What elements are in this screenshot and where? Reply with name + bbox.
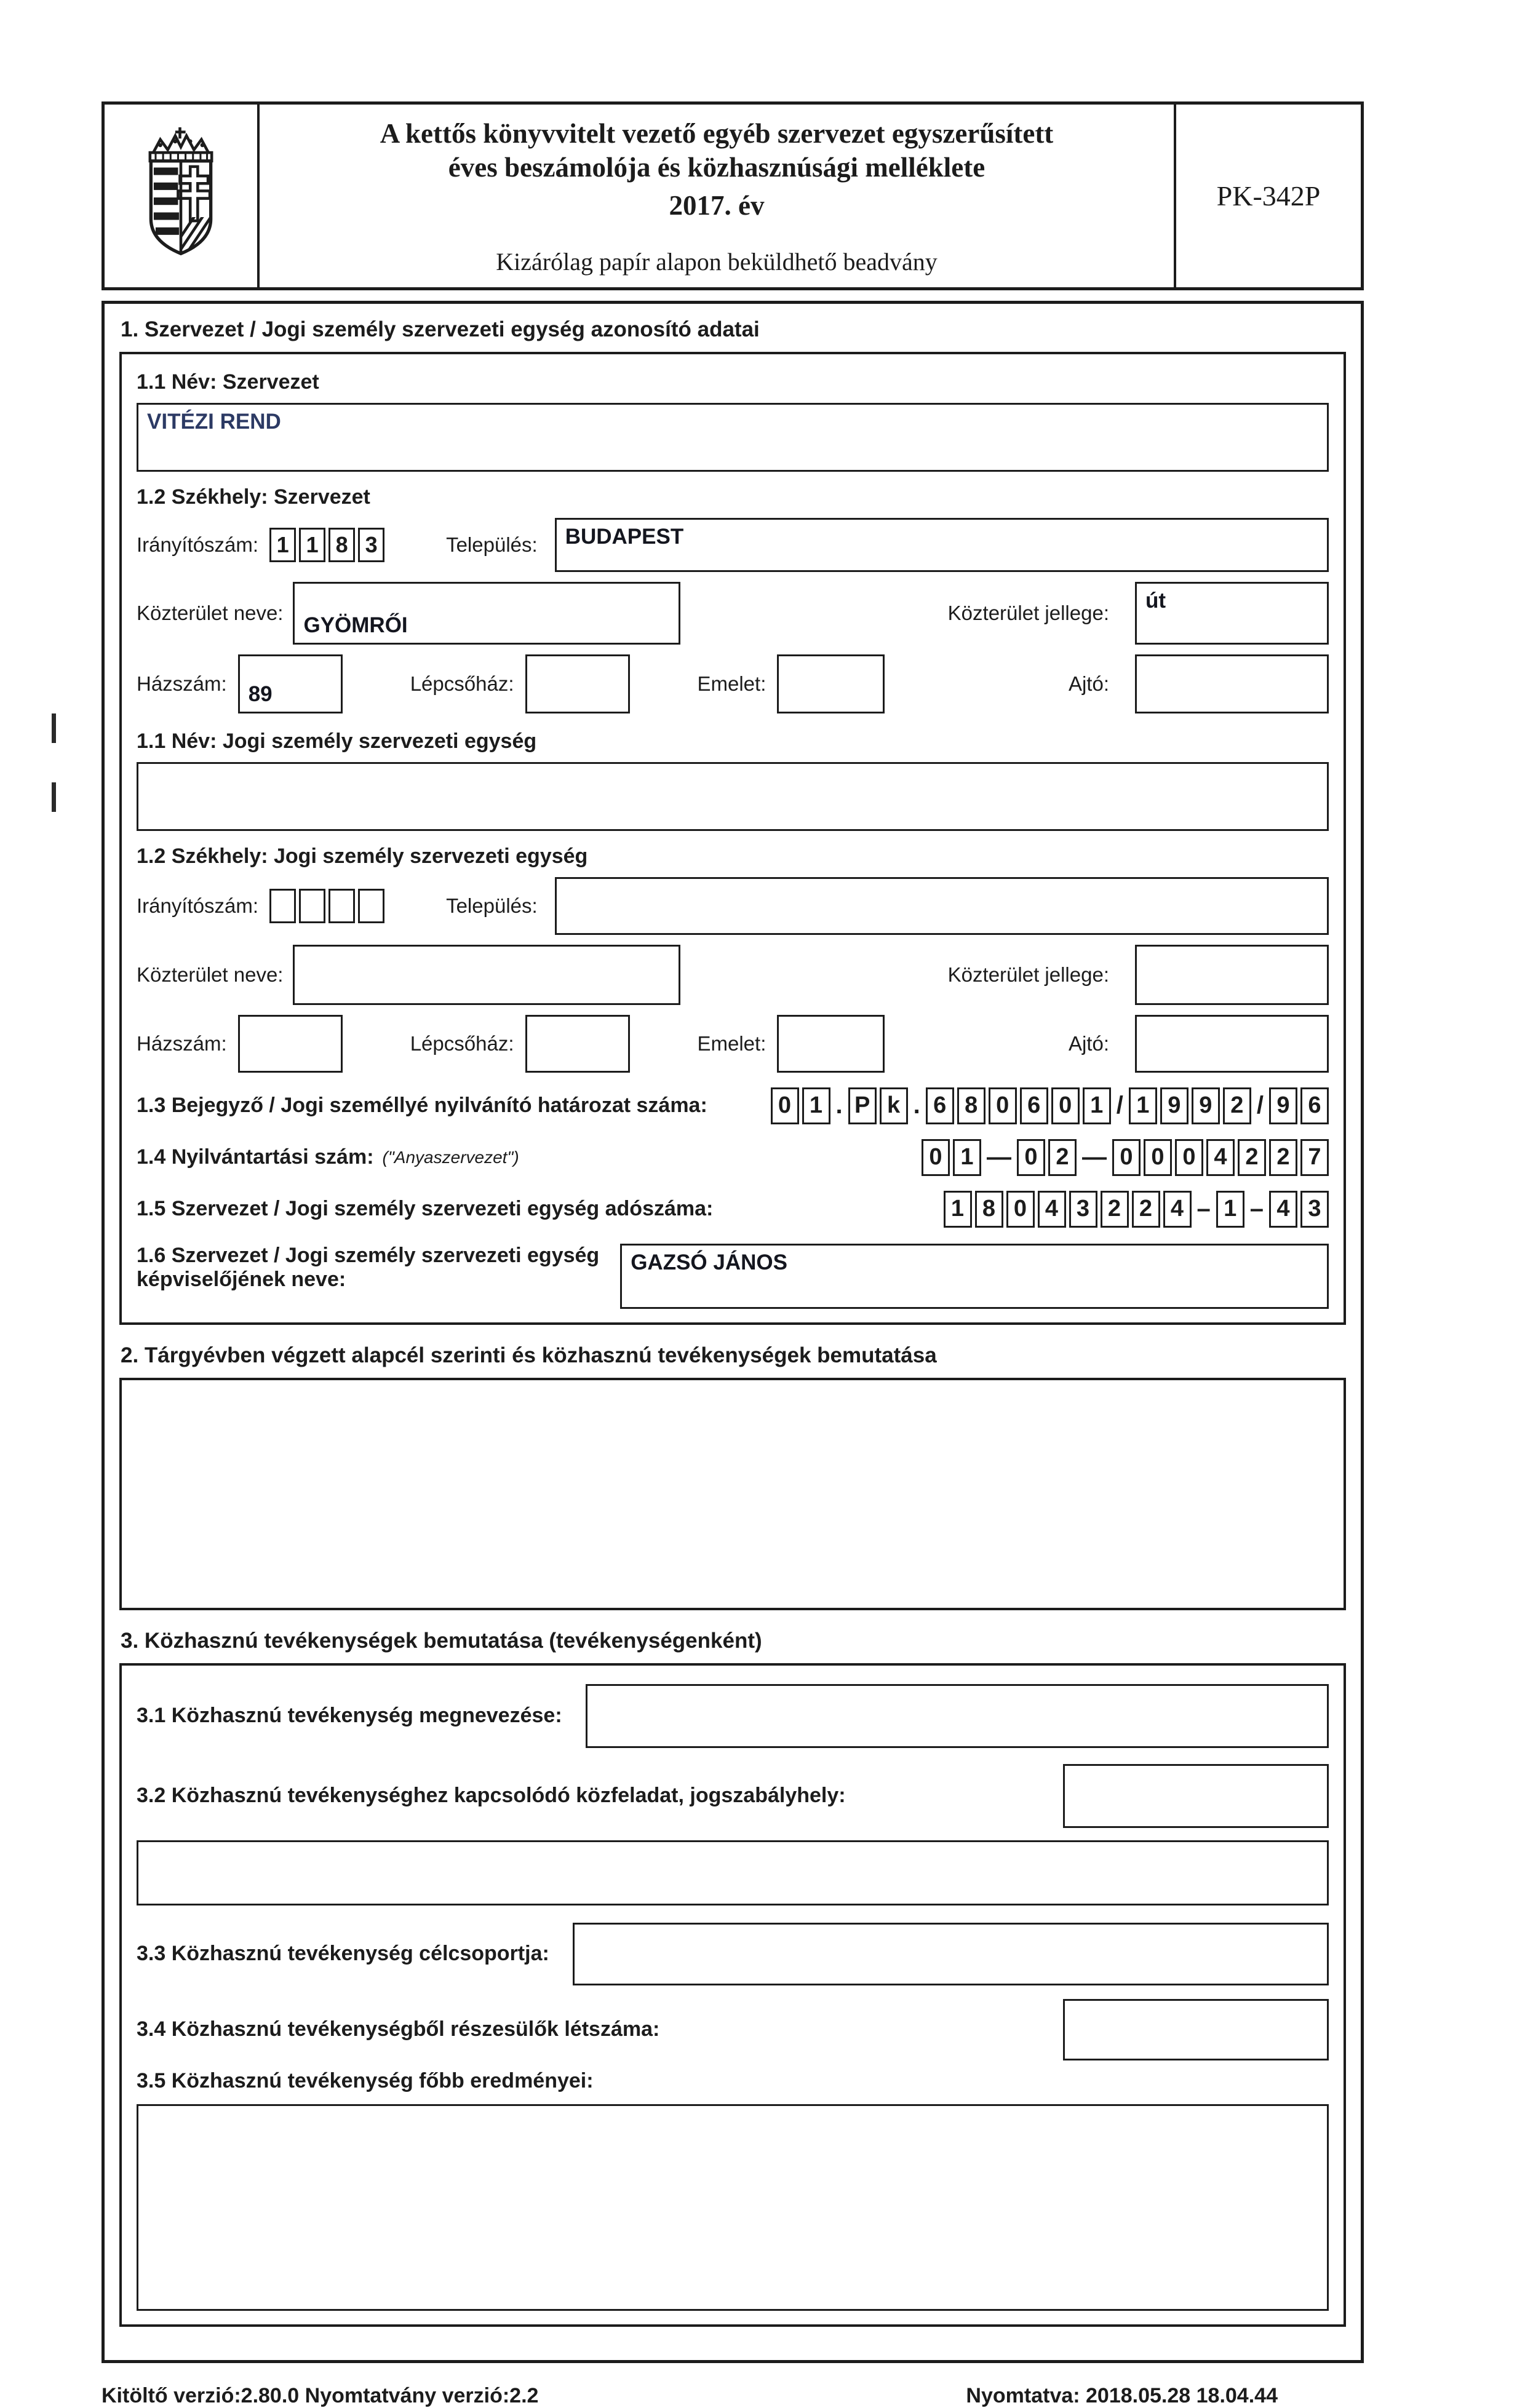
decision-digit[interactable]: 9 (1160, 1087, 1189, 1124)
unit-stair-label: Lépcsőház: (410, 1031, 514, 1055)
registry-digit[interactable]: 7 (1300, 1139, 1329, 1176)
section1-panel (119, 352, 1346, 1325)
activity-name-label: 3.1 Közhasznú tevékenység megnevezése: (137, 1704, 562, 1728)
tax-number-input[interactable] (944, 1191, 1329, 1228)
separator: / (1116, 1092, 1123, 1119)
unit-door-input[interactable] (1135, 1015, 1329, 1073)
org-street-type-label: Közterület jellege: (947, 601, 1109, 624)
registry-digit[interactable]: 2 (1048, 1139, 1077, 1176)
org-name-label: 1.1 Név: Szervezet (137, 370, 319, 394)
form-title-line1: A kettős könyvvitelt vezető egyéb szervezet egyszerűsített (380, 118, 1054, 149)
registry-digit[interactable]: 0 (922, 1139, 950, 1176)
separator: – (1197, 1195, 1211, 1223)
registry-digit[interactable]: 4 (1206, 1139, 1235, 1176)
org-stair-label: Lépcsőház: (410, 672, 514, 695)
decision-digit[interactable]: 6 (926, 1087, 954, 1124)
decision-digit[interactable]: 9 (1192, 1087, 1220, 1124)
postal-digit[interactable]: 1 (299, 528, 325, 562)
separator: — (1082, 1143, 1107, 1171)
org-postal-label: Irányítószám: (137, 533, 259, 556)
separator: / (1256, 1092, 1264, 1119)
org-floor-label: Emelet: (697, 672, 766, 695)
registration-decision-label: 1.3 Bejegyző / Jogi személlyé nyilvánító határozat száma: (137, 1094, 707, 1118)
org-street-type-input[interactable] (1135, 582, 1329, 645)
unit-street-name-label: Közterület neve: (137, 963, 284, 986)
registry-digit[interactable]: 2 (1269, 1139, 1297, 1176)
representative-label-line2: képviselőjének neve: (137, 1267, 346, 1291)
registry-digit[interactable]: 2 (1238, 1139, 1266, 1176)
unit-postal-label: Irányítószám: (137, 894, 259, 917)
hungarian-coat-of-arms-logo (124, 125, 238, 266)
org-name-value: VITÉZI REND (147, 409, 281, 434)
decision-digit[interactable]: 9 (1269, 1087, 1297, 1124)
org-city-value: BUDAPEST (565, 524, 684, 549)
unit-stair-input[interactable] (525, 1015, 630, 1073)
logo-cell (105, 105, 260, 287)
representative-label-line1: 1.6 Szervezet / Jogi személy szervezeti egység (137, 1243, 600, 1267)
scan-artifact (52, 782, 56, 812)
form-header (102, 101, 1364, 290)
section1-title: 1. Szervezet / Jogi személy szervezeti egység azonosító adatai (121, 317, 760, 341)
org-house-label: Házszám: (137, 672, 227, 695)
unit-house-input[interactable] (238, 1015, 343, 1073)
org-name-input[interactable] (137, 403, 1329, 472)
decision-digit[interactable]: 0 (771, 1087, 799, 1124)
decision-digit[interactable]: 6 (1300, 1087, 1329, 1124)
form-title-year: 2017. év (669, 189, 765, 221)
form-title-line2: éves beszámolója és közhasznúsági melléklete (448, 151, 985, 183)
org-postal-input[interactable] (269, 528, 384, 562)
beneficiaries-count-label: 3.4 Közhasznú tevékenységből részesülők létszáma: (137, 2017, 660, 2041)
org-city-input[interactable] (555, 518, 1329, 572)
printed-timestamp: Nyomtatva: 2018.05.28 18.04.44 (966, 2383, 1278, 2407)
unit-door-label: Ajtó: (1068, 1031, 1109, 1055)
unit-floor-label: Emelet: (697, 1031, 766, 1055)
form-code: PK-342P (1216, 180, 1321, 212)
unit-house-label: Házszám: (137, 1031, 227, 1055)
form-subtitle: Kizárólag papír alapon beküldhető beadvány (496, 247, 938, 276)
tax-digit[interactable]: 3 (1300, 1191, 1329, 1228)
postal-digit[interactable]: 8 (328, 528, 355, 562)
tax-digit[interactable]: 2 (1101, 1191, 1129, 1228)
org-city-label: Település: (446, 533, 538, 556)
representative-name-input[interactable] (620, 1244, 1329, 1309)
postal-digit[interactable] (269, 889, 296, 923)
decision-digit[interactable]: 1 (802, 1087, 830, 1124)
tax-digit[interactable]: 4 (1038, 1191, 1066, 1228)
unit-address-label: 1.2 Székhely: Jogi személy szervezeti egység (137, 844, 588, 868)
registry-number-input[interactable] (922, 1139, 1329, 1176)
unit-name-label: 1.1 Név: Jogi személy szervezeti egység (137, 729, 537, 753)
separator: . (913, 1092, 920, 1119)
unit-postal-input[interactable] (269, 889, 384, 923)
tax-digit[interactable]: 3 (1069, 1191, 1097, 1228)
section2-title: 2. Tárgyévben végzett alapcél szerinti és közhasznú tevékenységek bemutatása (121, 1343, 937, 1367)
target-group-input[interactable] (573, 1923, 1329, 1985)
decision-digit[interactable]: 0 (989, 1087, 1017, 1124)
org-street-name-label: Közterület neve: (137, 601, 284, 624)
page-footer (102, 2384, 1364, 2408)
registry-number-note: ("Anyaszervezet") (382, 1147, 519, 1167)
unit-street-type-input[interactable] (1135, 945, 1329, 1005)
postal-digit[interactable]: 1 (269, 528, 296, 562)
target-group-label: 3.3 Közhasznú tevékenység célcsoportja: (137, 1942, 549, 1966)
decision-digit[interactable]: 8 (957, 1087, 985, 1124)
separator: . (835, 1092, 843, 1119)
registry-digit[interactable]: 0 (1175, 1139, 1203, 1176)
unit-street-name-input[interactable] (293, 945, 680, 1005)
org-street-name-value: GYÖMRŐI (303, 613, 408, 637)
org-address-label: 1.2 Székhely: Szervezet (137, 485, 370, 509)
main-results-input[interactable] (137, 2104, 1329, 2311)
section3-title: 3. Közhasznú tevékenységek bemutatása (tevékenységenként) (121, 1628, 762, 1653)
tax-digit[interactable]: 4 (1163, 1191, 1192, 1228)
registry-digit[interactable]: 1 (953, 1139, 981, 1176)
postal-digit[interactable] (358, 889, 384, 923)
org-door-label: Ajtó: (1068, 672, 1109, 695)
section2-text-area[interactable] (119, 1378, 1346, 1610)
tax-digit[interactable]: 1 (944, 1191, 972, 1228)
decision-digit[interactable]: k (880, 1087, 908, 1124)
section3-panel (119, 1663, 1346, 2327)
separator: – (1249, 1195, 1264, 1223)
unit-floor-input[interactable] (777, 1015, 885, 1073)
public-duty-label: 3.2 Közhasznú tevékenységhez kapcsolódó közfeladat, jogszabályhely: (137, 1784, 846, 1808)
tax-digit[interactable]: 4 (1269, 1191, 1297, 1228)
decision-digit[interactable]: P (848, 1087, 877, 1124)
scan-artifact (52, 713, 56, 743)
tax-digit[interactable]: 1 (1216, 1191, 1244, 1228)
activity-name-input[interactable] (586, 1684, 1329, 1748)
registry-digit[interactable]: 0 (1017, 1139, 1045, 1176)
unit-city-label: Település: (446, 894, 538, 917)
org-street-name-input[interactable] (293, 582, 680, 645)
tax-number-label: 1.5 Szervezet / Jogi személy szervezeti egység adószáma: (137, 1197, 714, 1221)
unit-city-input[interactable] (555, 877, 1329, 935)
org-house-value: 89 (248, 681, 273, 706)
separator: — (987, 1143, 1011, 1171)
form-body-frame (102, 301, 1364, 2363)
registration-decision-input[interactable] (771, 1087, 1329, 1124)
decision-digit[interactable]: 6 (1020, 1087, 1048, 1124)
org-house-input[interactable] (238, 654, 343, 713)
filler-version: Kitöltő verzió:2.80.0 Nyomtatvány verzió:2.2 (102, 2383, 539, 2407)
tax-digit[interactable]: 0 (1006, 1191, 1035, 1228)
tax-digit[interactable]: 2 (1132, 1191, 1160, 1228)
unit-street-type-label: Közterület jellege: (947, 963, 1109, 986)
postal-digit[interactable] (299, 889, 325, 923)
main-results-label: 3.5 Közhasznú tevékenység főbb eredményei: (137, 2068, 594, 2092)
registry-number-label: 1.4 Nyilvántartási szám: (137, 1145, 374, 1169)
postal-digit[interactable]: 3 (358, 528, 384, 562)
decision-digit[interactable]: 2 (1223, 1087, 1251, 1124)
org-stair-input[interactable] (525, 654, 630, 713)
decision-digit[interactable]: 1 (1129, 1087, 1157, 1124)
registry-digit[interactable]: 0 (1112, 1139, 1141, 1176)
public-duty-wide-input[interactable] (137, 1840, 1329, 1905)
public-duty-input[interactable] (1063, 1764, 1329, 1828)
org-floor-input[interactable] (777, 654, 885, 713)
registry-digit[interactable]: 0 (1144, 1139, 1172, 1176)
form-title-block (260, 105, 1176, 287)
tax-digit[interactable]: 8 (975, 1191, 1003, 1228)
decision-digit[interactable]: 0 (1051, 1087, 1080, 1124)
postal-digit[interactable] (328, 889, 355, 923)
beneficiaries-count-input[interactable] (1063, 1999, 1329, 2060)
unit-name-input[interactable] (137, 762, 1329, 831)
decision-digit[interactable]: 1 (1083, 1087, 1111, 1124)
representative-name-value: GAZSÓ JÁNOS (631, 1250, 787, 1274)
org-street-type-value: út (1145, 588, 1166, 613)
org-door-input[interactable] (1135, 654, 1329, 713)
